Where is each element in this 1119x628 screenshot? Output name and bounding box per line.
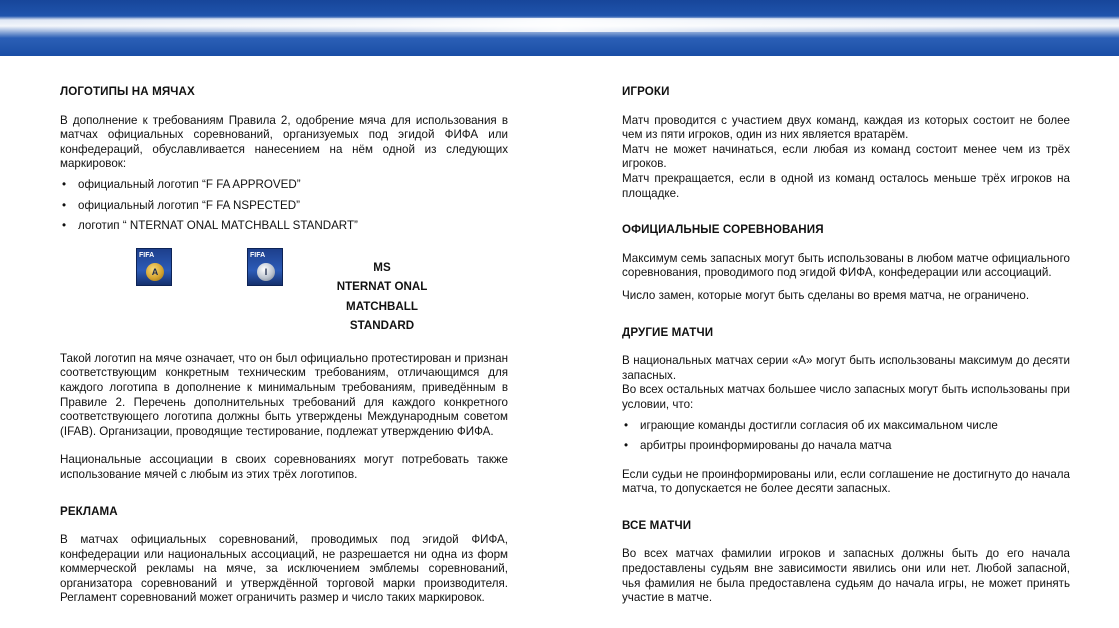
list-item: • официальный логотип “F FA APPROVED”: [60, 178, 508, 193]
list-item: • логотип “ NTERNAT ONAL MATCHBALL STANDART”: [60, 219, 508, 234]
paragraph-players-3: Матч прекращается, если в одной из команд осталось меньше трёх игроков на площадке.: [622, 171, 1070, 200]
list-item: • арбитры проинформированы до начала матча: [622, 439, 1070, 454]
ims-line: MS: [373, 260, 391, 274]
left-column: [60, 85, 508, 606]
badge-coin: A: [146, 263, 164, 281]
logo-area: [60, 234, 508, 352]
ims-line: NTERNAT ONAL: [336, 280, 428, 294]
paragraph-official-1: Максимум семь запасных могут быть использованы в любом матче официального соревнования, проводимого под эгидой ФИФА, конфедерации или ассоциаций.: [622, 251, 1070, 280]
badge-label: FIFA: [250, 251, 266, 259]
section-title-official: ОФИЦИАЛЬНЫЕ СОРЕВНОВАНИЯ: [622, 223, 824, 237]
conditions-list: [622, 419, 1070, 454]
ims-logo-text: [322, 258, 442, 336]
paragraph-ads: В матчах официальных соревнований, проводимых под эгидой ФИФА, конфедерации или национальных ассоциаций, не разрешается ни одна из форм коммерческой рекламы на мяче, за исключением эмблемы соревнований, организатора соревнований и утверждённой торговой марки производителя. Регламент соревнований может ограничить размер и число таких маркировок.: [60, 533, 508, 605]
paragraph-national-associations: Национальные ассоциации в своих соревнованиях могут потребовать также использование мячей с любым из этих трёх логотипов.: [60, 453, 508, 481]
paragraph-players-1: Матч проводится с участием двух команд, каждая из которых состоит не более чем из пяти игроков, один из них является вратарём.: [622, 113, 1070, 142]
ims-line: MATCHBALL: [346, 299, 418, 313]
header-banner: [0, 0, 1119, 56]
paragraph-logos-intro: В дополнение к требованиям Правила 2, одобрение мяча для использования в матчах официальных соревнований, организуемых под эгидой ФИФА или конфедераций, обуславливается нанесением на нём одной из следующих маркировок:: [60, 113, 508, 171]
section-title-logos: ЛОГОТИПЫ НА МЯЧАХ: [60, 85, 195, 98]
list-item: • официальный логотип “F FA NSPECTED”: [60, 199, 508, 214]
badge-coin: I: [257, 263, 275, 281]
paragraph-players-2: Матч не может начинаться, если любая из команд состоит менее чем из трёх игроков.: [622, 142, 1070, 171]
paragraph-other-3: Если судьи не проинформированы или, если соглашение не достигнуто до начала матча, то допускается не более десяти запасных.: [622, 467, 1070, 496]
ims-line: STANDARD: [349, 319, 415, 333]
section-title-other: ДРУГИЕ МАТЧИ: [622, 325, 714, 339]
section-title-ads: РЕКЛАМА: [60, 504, 118, 518]
section-title-all: ВСЕ МАТЧИ: [622, 518, 692, 532]
markings-list: [60, 178, 508, 234]
badge-label: FIFA: [139, 251, 155, 259]
list-item: • играющие команды достигли согласия об их максимальном числе: [622, 419, 1070, 434]
fifa-inspected-badge: [247, 248, 283, 286]
right-column: [622, 85, 1070, 606]
paragraph-other-1: В национальных матчах серии «А» могут быть использованы максимум до десяти запасных.: [622, 354, 1070, 382]
banner-highlight: [0, 18, 1119, 32]
paragraph-all: Во всех матчах фамилии игроков и запасных должны быть до его начала предоставлены судьям вне зависимости явились они или нет. Любой запасной, чья фамилия не была предоставлена судьям до начала игры, не может принять участие в матче.: [622, 547, 1070, 605]
fifa-approved-badge: [136, 248, 172, 286]
paragraph-logo-meaning: Такой логотип на мяче означает, что он был официально протестирован и признан соответствующим конкретным техническим требованиям, отличающимся для каждого логотипа в дополнение к минимальным требованиям, приведённым в Правиле 2. Перечень дополнительных требований для каждого конкретного соответствующего логотипа должны быть утверждены Международным советом (IFAB). Организации, проводящие тестирование, подлежат утверждению ФИФА.: [60, 351, 508, 438]
section-title-players: ИГРОКИ: [622, 85, 670, 98]
paragraph-other-2: Во всех остальных матчах большее число запасных могут быть использованы при условии, что:: [622, 383, 1070, 411]
paragraph-official-2: Число замен, которые могут быть сделаны во время матча, не ограничено.: [622, 288, 1030, 302]
